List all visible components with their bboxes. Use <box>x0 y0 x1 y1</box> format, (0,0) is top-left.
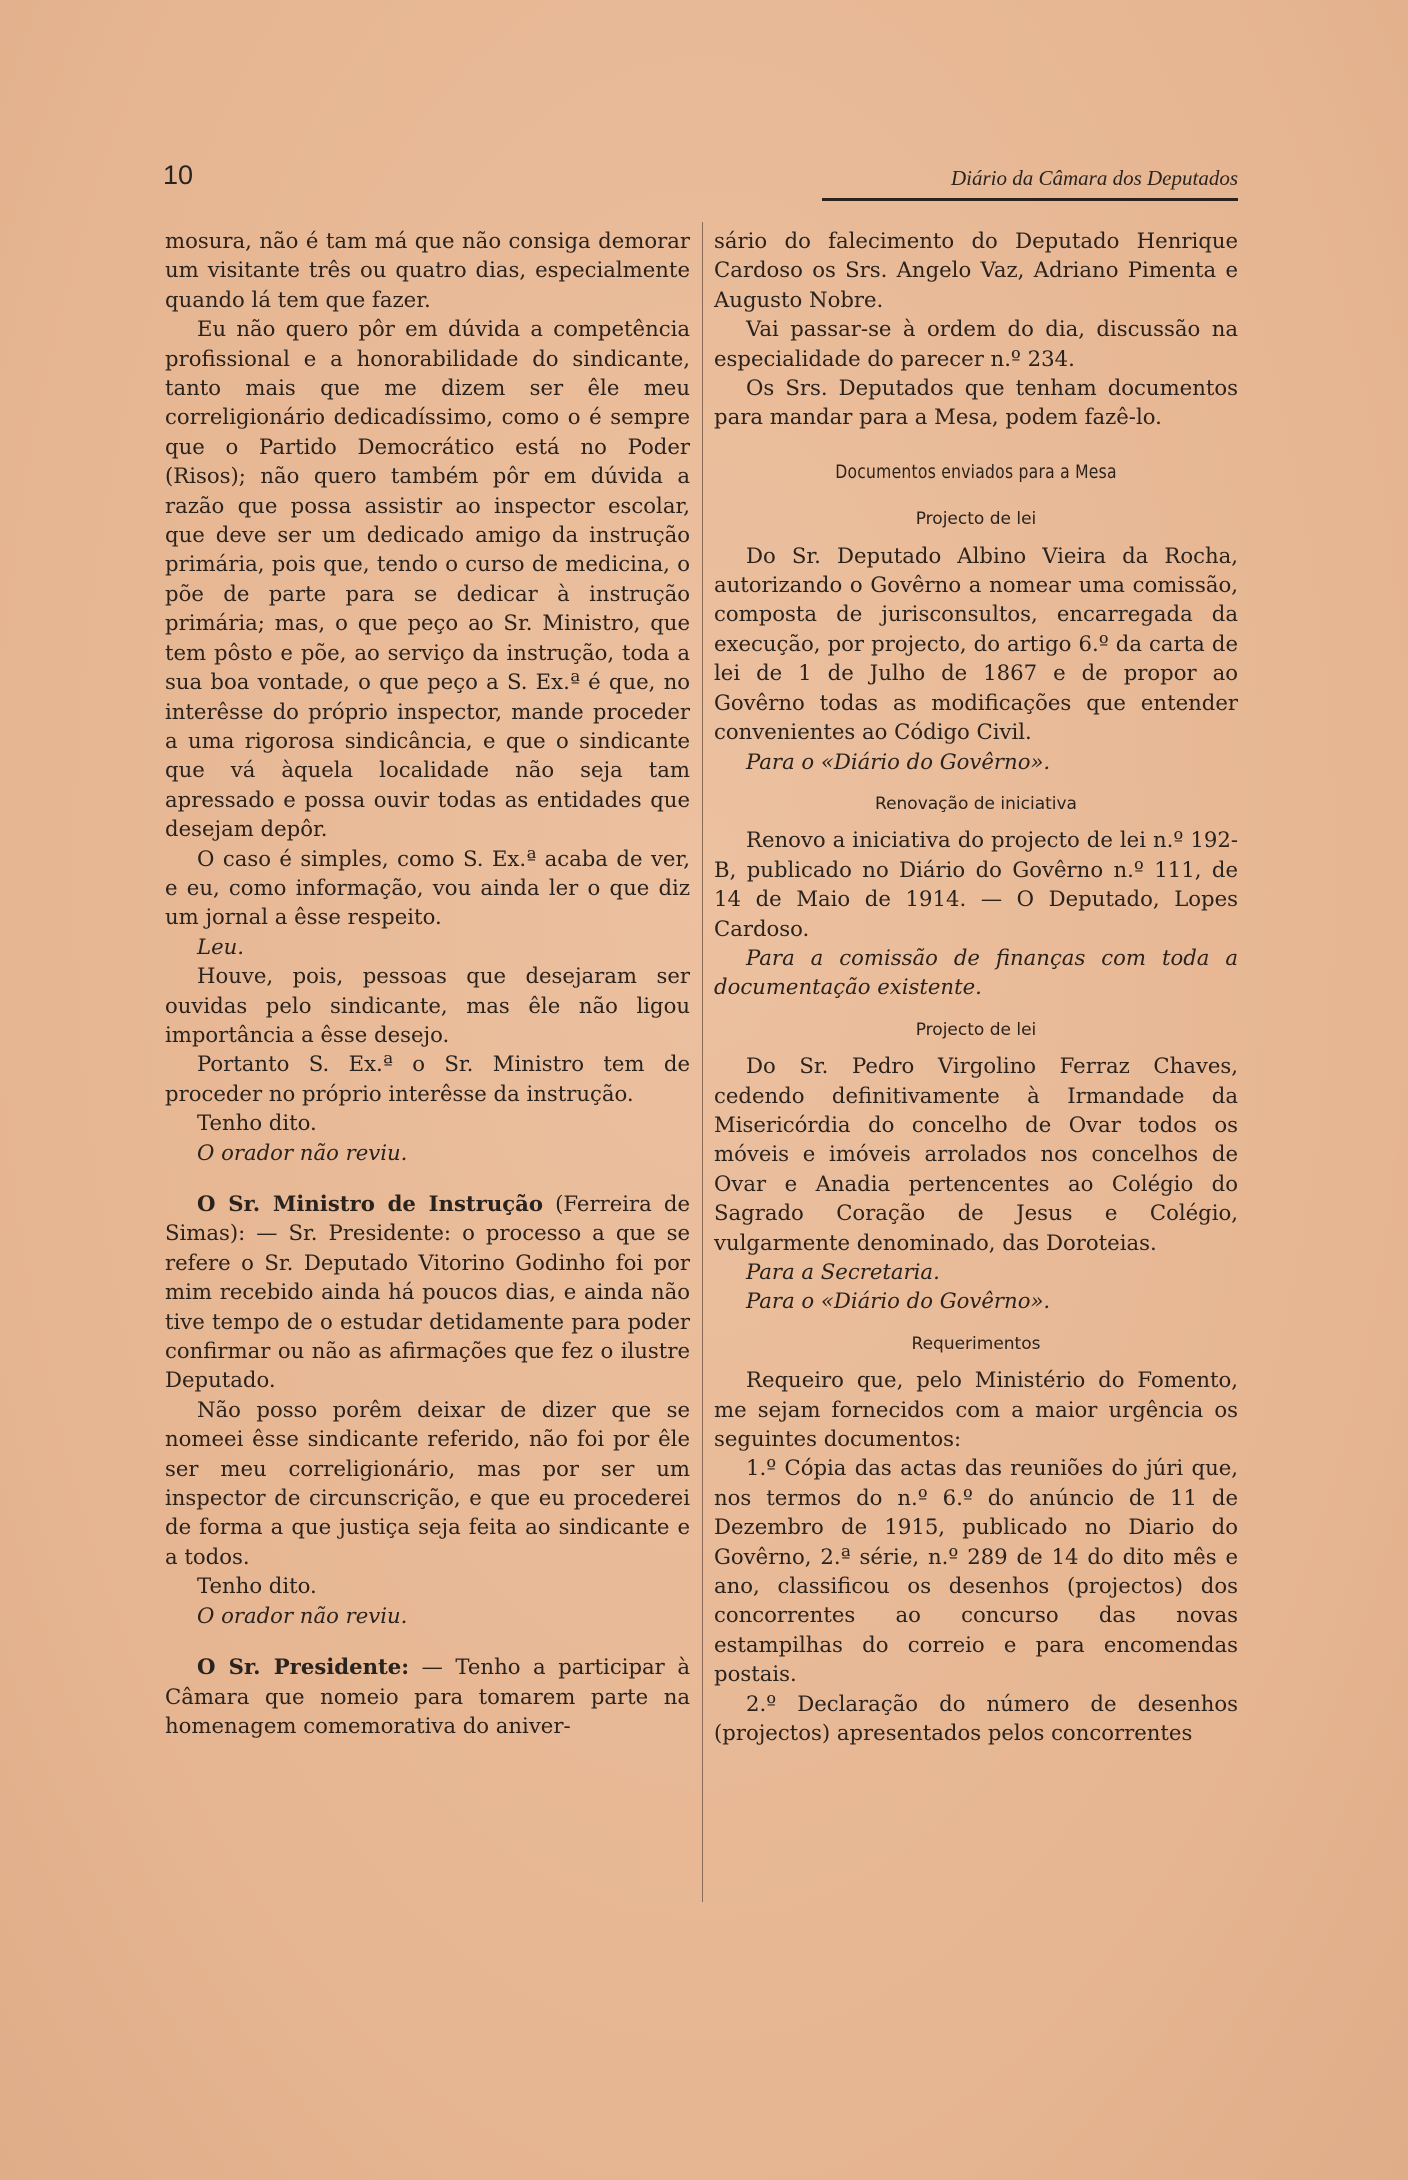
paragraph: Requeiro que, pelo Ministério do Fomento, me sejam fornecidos com a maior urgência os seguintes documentos: <box>714 1367 1238 1452</box>
page-header <box>163 160 1238 200</box>
paragraph: Renovo a iniciativa do projecto de lei n.º 192-B, publicado no Diário do Govêrno n.º 111, de 14 de Maio de 1914. — O Deputado, Lopes Cardoso. <box>714 827 1238 941</box>
right-column <box>714 226 1238 1748</box>
paragraph: Do Sr. Pedro Virgolino Ferraz Chaves, cedendo definitivamente à Irmandade da Misericórdia do concelho de Ovar todos os móveis e imóveis arrolados nos concelhos de Ovar e Anadia pertencentes ao Colégio do Sagrado Coração de Jesus e Colégio, vulgarmente denominado, das Doroteias. <box>714 1053 1238 1255</box>
speech-text: — Tenho a participar à Câmara que nomeio para tomarem parte na homenagem comemorativa do aniver- <box>165 1654 690 1738</box>
speech-paragraph <box>165 1189 690 1395</box>
sub-heading: Requerimentos <box>911 1333 1041 1354</box>
paragraph: Houve, pois, pessoas que desejaram ser ouvidas pelo sindicante, mas êle não ligou importância a êsse desejo. <box>165 963 690 1047</box>
speech-text: (Ferreira de Simas): — Sr. Presidente: o processo a que se refere o Sr. Deputado Vitorino Godinho foi por mim recebido ainda há poucos dias, e ainda não tive tempo de o estudar detidamente para poder confirmar ou não as afirmações que fez o ilustre Deputado. <box>165 1191 690 1393</box>
speaker-name: O Sr. Presidente: <box>197 1654 410 1680</box>
running-title: Diário da Câmara dos Deputados <box>950 166 1238 190</box>
paragraph: Os Srs. Deputados que tenham documentos para mandar para a Mesa, podem fazê-lo. <box>714 375 1238 430</box>
speech-paragraph <box>165 1652 690 1740</box>
left-column <box>165 226 690 1740</box>
paragraph: Eu não quero pôr em dúvida a competência profissional e a honorabilidade do sindicante, tanto mais que me dizem ser êle meu correligionário dedicadíssimo, como o é sempre que o Partido Democrático está no Poder (Risos); não quero também pôr em dúvida a razão que possa assistir ao inspector escolar, que deve ser um dedicado amigo da instrução primária, pois que, tendo o curso de medicina, o põe de parte para se dedicar à instrução primária; mas, o que peço ao Sr. Ministro, que tem pôsto e põe, ao serviço da instrução, toda a sua boa vontade, o que peço a S. Ex.ª é que, no interêsse do próprio inspector, mande proceder a uma rigorosa sindicância, e que o sindicante que vá àquela localidade não seja tam apressado e possa ouvir todas as entidades que desejam depôr. <box>165 316 690 842</box>
page-number: 10 <box>163 160 194 190</box>
editorial-note: O orador não reviu. <box>197 1602 408 1628</box>
column-divider <box>702 222 703 1902</box>
paragraph: 1.º Cópia das actas das reuniões do júri que, nos termos do n.º 6.º do anúncio de 11 de Dezembro de 1915, publicado no Diario do Govêrno, 2.ª série, n.º 289 de 14 do dito mês e ano, classificou os desenhos (projectos) dos concorrentes ao concurso das novas estampilhas do correio e para encomendas postais. <box>714 1455 1238 1687</box>
referral-note: Para a Secretaria. <box>746 1259 940 1284</box>
editorial-note: O orador não reviu. <box>197 1139 408 1165</box>
paragraph: Vai passar-se à ordem do dia, discussão na especialidade do parecer n.º 234. <box>714 316 1238 371</box>
closing-remark: Tenho dito. <box>197 1110 317 1136</box>
referral-note: Para a comissão de finanças com toda a documentação existente. <box>714 944 1238 1000</box>
referral-note: Para o «Diário do Govêrno». <box>746 748 1051 774</box>
header-rule <box>822 198 1238 201</box>
paragraph: Do Sr. Deputado Albino Vieira da Rocha, autorizando o Govêrno a nomear uma comissão, composta de jurisconsultos, encarregada da execução, por projecto, do artigo 6.º da carta de lei de 1 de Julho de 1867 e de propor ao Govêrno todas as modificações que entender convenientes ao Código Civil. <box>714 542 1238 745</box>
closing-remark: Tenho dito. <box>197 1573 317 1599</box>
stage-direction: Leu. <box>197 933 244 959</box>
paragraph: sário do falecimento do Deputado Henrique Cardoso os Srs. Angelo Vaz, Adriano Pimenta e Augusto Nobre. <box>714 228 1238 312</box>
paragraph: mosura, não é tam má que não consiga demorar um visitante três ou quatro dias, especialmente quando lá tem que fazer. <box>165 228 690 312</box>
paragraph: O caso é simples, como S. Ex.ª acaba de ver, e eu, como informação, vou ainda ler o que diz um jornal a êsse respeito. <box>165 845 690 930</box>
speaker-name: O Sr. Ministro de Instrução <box>197 1191 543 1216</box>
sub-heading: Projecto de lei <box>915 509 1037 530</box>
referral-note: Para o «Diário do Govêrno». <box>746 1288 1051 1314</box>
section-heading: Documentos enviados para a Mesa <box>835 460 1117 483</box>
sub-heading: Projecto de lei <box>915 1019 1037 1040</box>
paragraph: Portanto S. Ex.ª o Sr. Ministro tem de proceder no próprio interêsse da instrução. <box>165 1051 690 1106</box>
paragraph: Não posso porêm deixar de dizer que se nomeei êsse sindicante referido, não foi por êle ser meu correligionário, mas por ser um inspector de circunscrição, e que eu procederei de forma a que justiça seja feita ao sindicante e a todos. <box>165 1396 690 1569</box>
sub-heading: Renovação de iniciativa <box>875 793 1077 814</box>
paragraph: 2.º Declaração do número de desenhos (projectos) apresentados pelos concorrentes <box>714 1690 1238 1746</box>
